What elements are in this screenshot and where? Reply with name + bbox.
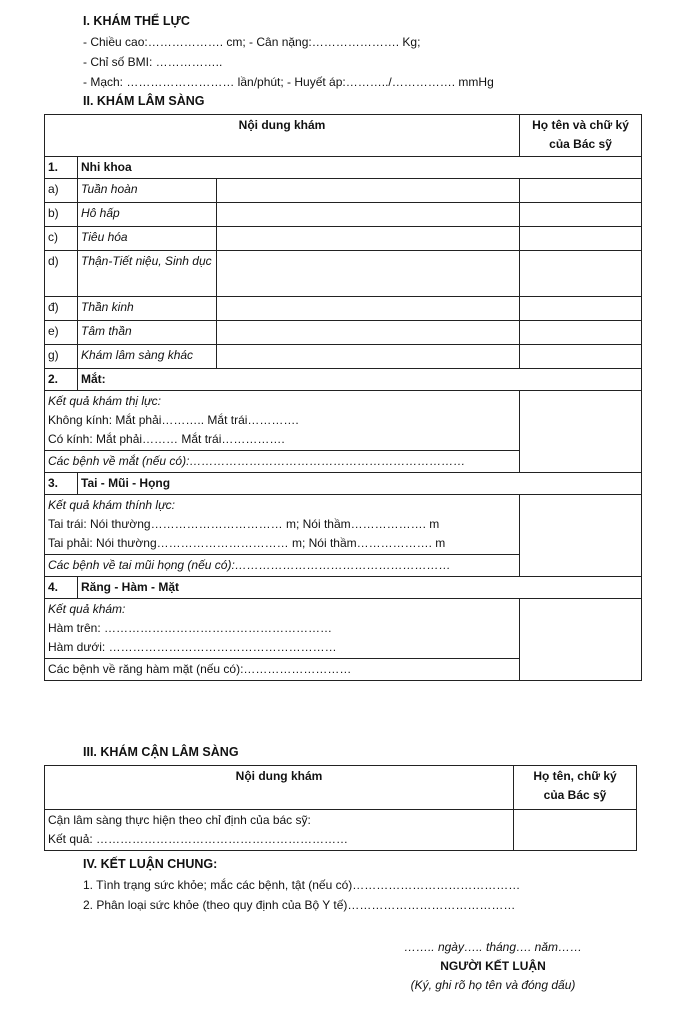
section-4-title: IV. KẾT LUẬN CHUNG: xyxy=(83,857,218,871)
row-key: đ) xyxy=(45,297,78,321)
row-label: Thần kinh xyxy=(78,297,217,321)
header-content: Nội dung khám xyxy=(45,766,514,810)
doctor-cell[interactable] xyxy=(520,203,642,227)
doctor-cell[interactable] xyxy=(520,391,642,473)
row-key: a) xyxy=(45,179,78,203)
group-2-num: 2. xyxy=(45,369,78,391)
result-cell[interactable] xyxy=(217,203,520,227)
doctor-cell[interactable] xyxy=(520,321,642,345)
header-content: Nội dung khám xyxy=(45,115,520,157)
row-label: Hô hấp xyxy=(78,203,217,227)
row-key: e) xyxy=(45,321,78,345)
group-1-num: 1. xyxy=(45,157,78,179)
result-cell[interactable] xyxy=(217,251,520,297)
eye-with-glasses: Có kính: Mắt phải……… Mắt trái……………. xyxy=(48,432,285,446)
row-key: c) xyxy=(45,227,78,251)
row-key: d) xyxy=(45,251,78,297)
eye-result-label: Kết quả khám thị lực: xyxy=(48,394,161,408)
ent-result-cell[interactable] xyxy=(45,495,520,555)
dental-upper-jaw: Hàm trên: ………………………………………………… xyxy=(48,621,333,635)
doctor-cell[interactable] xyxy=(520,179,642,203)
row-label: Khám lâm sàng khác xyxy=(78,345,217,369)
doctor-cell[interactable] xyxy=(520,345,642,369)
group-3-num: 3. xyxy=(45,473,78,495)
paraclinical-cell[interactable] xyxy=(45,810,514,851)
row-label: Tuần hoàn xyxy=(78,179,217,203)
dental-lower-jaw: Hàm dưới: ………………………………………………… xyxy=(48,640,337,654)
paraclinical-result: Kết quả: ……………………………………………………… xyxy=(48,832,349,846)
group-4-num: 4. xyxy=(45,577,78,599)
eye-no-glasses: Không kính: Mắt phải……….. Mắt trái…………. xyxy=(48,413,299,427)
conclusion-classification: 2. Phân loại sức khỏe (theo quy định của Bộ Y tế)…………………………………… xyxy=(83,898,516,912)
doctor-cell[interactable] xyxy=(520,495,642,577)
section-1-title: I. KHÁM THỂ LỰC xyxy=(83,14,190,28)
result-cell[interactable] xyxy=(217,297,520,321)
signature-date: …….. ngày….. tháng…. năm…… xyxy=(403,940,583,954)
header-doctor: Họ tên và chữ ký của Bác sỹ xyxy=(520,115,642,157)
group-4-name: Răng - Hàm - Mặt xyxy=(78,577,642,599)
doctor-cell[interactable] xyxy=(514,810,637,851)
result-cell[interactable] xyxy=(217,345,520,369)
row-key: b) xyxy=(45,203,78,227)
ent-right-ear: Tai phải: Nói thường…………………………… m; Nói thầm………………. m xyxy=(48,536,446,550)
pulse-bp-line: - Mạch: ……………………… lần/phút; - Huyết áp:………../……………. mmHg xyxy=(83,75,494,89)
section-3-title: III. KHÁM CẬN LÂM SÀNG xyxy=(83,745,239,759)
paraclinical-instruction: Cận lâm sàng thực hiện theo chỉ định của bác sỹ: xyxy=(48,813,311,827)
result-cell[interactable] xyxy=(217,179,520,203)
row-label: Thận-Tiết niệu, Sinh dục xyxy=(78,251,217,297)
row-label: Tiêu hóa xyxy=(78,227,217,251)
result-cell[interactable] xyxy=(217,321,520,345)
clinical-exam-table xyxy=(44,114,642,681)
dental-result-cell[interactable] xyxy=(45,599,520,659)
doctor-cell[interactable] xyxy=(520,599,642,681)
eye-diseases[interactable]: Các bệnh về mắt (nếu có):…………………………………………………………… xyxy=(45,451,520,473)
row-key: g) xyxy=(45,345,78,369)
doctor-cell[interactable] xyxy=(520,251,642,297)
result-cell[interactable] xyxy=(217,227,520,251)
doctor-cell[interactable] xyxy=(520,227,642,251)
dental-result-label: Kết quả khám: xyxy=(48,602,126,616)
doctor-cell[interactable] xyxy=(520,297,642,321)
bmi-line: - Chỉ số BMI: …………….. xyxy=(83,55,223,69)
eye-result-cell[interactable] xyxy=(45,391,520,451)
group-3-name: Tai - Mũi - Họng xyxy=(78,473,642,495)
height-weight-line: - Chiều cao:………………. cm; - Cân nặng:…………………. Kg; xyxy=(83,35,421,49)
ent-diseases[interactable]: Các bệnh về tai mũi họng (nếu có):……………………………………………… xyxy=(45,555,520,577)
signature-note: (Ký, ghi rõ họ tên và đóng dấu) xyxy=(410,978,576,992)
row-label: Tâm thần xyxy=(78,321,217,345)
dental-diseases[interactable]: Các bệnh về răng hàm mặt (nếu có):……………………… xyxy=(45,659,520,681)
header-doctor: Họ tên, chữ ký của Bác sỹ xyxy=(514,766,637,810)
ent-left-ear: Tai trái: Nói thường…………………………… m; Nói thầm………………. m xyxy=(48,517,440,531)
signature-title: NGƯỜI KẾT LUẬN xyxy=(440,959,546,973)
group-2-name: Mắt: xyxy=(78,369,642,391)
ent-result-label: Kết quả khám thính lực: xyxy=(48,498,176,512)
group-1-name: Nhi khoa xyxy=(78,157,642,179)
conclusion-health-status: 1. Tình trạng sức khỏe; mắc các bệnh, tật (nếu có)…………………………………… xyxy=(83,878,521,892)
section-2-title: II. KHÁM LÂM SÀNG xyxy=(83,94,205,108)
paraclinical-table xyxy=(44,765,637,851)
